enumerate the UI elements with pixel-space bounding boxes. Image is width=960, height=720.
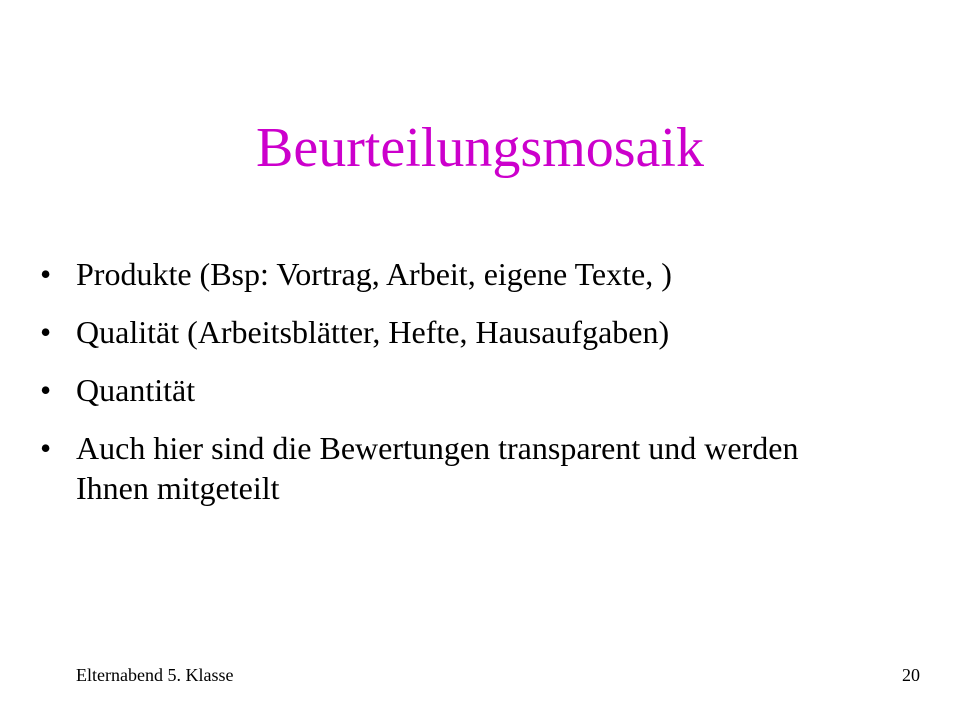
bullet-icon: • [40, 256, 52, 292]
bullet-item [40, 370, 840, 410]
bullet-item [40, 254, 840, 294]
bullet-text: Auch hier sind die Bewertungen transparent und werden Ihnen mitgeteilt [76, 430, 799, 506]
slide-title: Beurteilungsmosaik [256, 117, 704, 179]
bullet-icon: • [40, 430, 52, 466]
bullet-text: Quantität [76, 372, 196, 408]
bullet-text: Produkte (Bsp: Vortrag, Arbeit, eigene Texte, ) [76, 256, 672, 292]
bullet-icon: • [40, 372, 52, 408]
bullet-item [40, 312, 840, 352]
bullet-list [40, 254, 840, 526]
bullet-text: Qualität (Arbeitsblätter, Hefte, Hausaufgaben) [76, 314, 670, 350]
bullet-item [40, 428, 840, 508]
page-number: 20 [902, 665, 920, 685]
footer-title: Elternabend 5. Klasse [76, 665, 234, 685]
bullet-icon: • [40, 314, 52, 350]
